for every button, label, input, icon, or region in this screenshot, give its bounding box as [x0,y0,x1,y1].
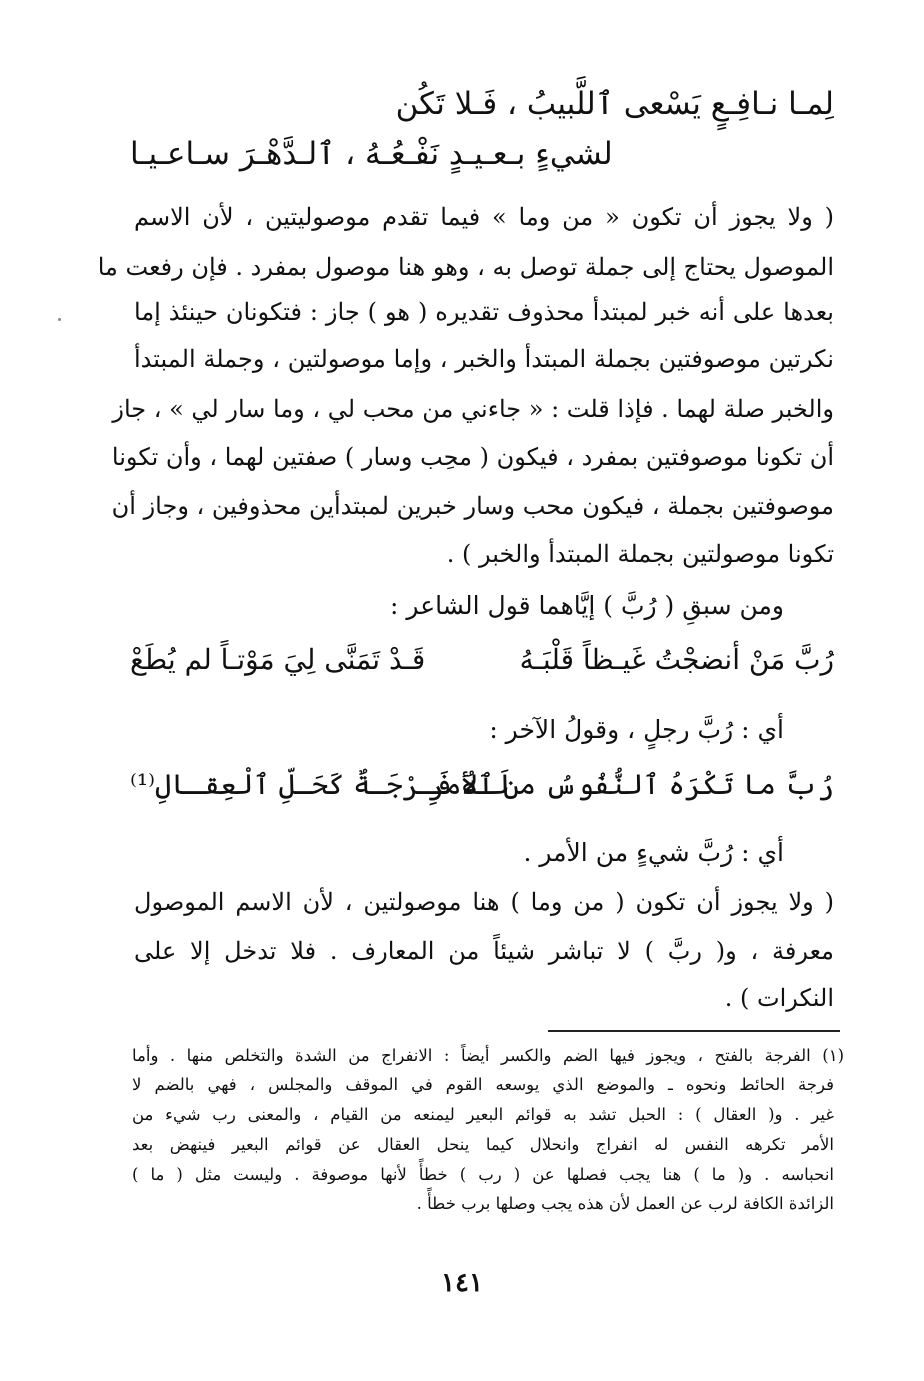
footnote-separator [548,1030,840,1032]
poem-top-hemistich-2: لشيءٍ بـعـيـدٍ نَفْـعُـهُ ، ٱلـدَّهْـرَ سـاعـيـا [130,136,613,172]
footnote-line: الأمر تكرهه النفس له انفراج وانحلال كيما ينحل العقال عن قوائم البعير فينهض بعد [132,1135,834,1154]
couplet-1-first-hemistich: رُبَّ مَنْ أنضجْتُ غَيـظاً قَلْبَـهُ [519,643,834,676]
couplet-1-second-hemistich: قَـدْ تَمَنَّى لِيَ مَوْتـاً لم يُطَعْ [130,643,426,676]
paragraph-1-line: ( ولا يجوز أن تكون « من وما » فيما تقدم موصوليتين ، لأن الاسم [134,203,834,231]
scan-speck [58,318,61,321]
footnote-line: الزائدة الكافة لرب عن العمل لأن هذه يجب وصلها برب خطأً . [416,1194,834,1213]
footnote-line: فرجة الحائط ونحوه ـ والموضع الذي يوسعه القوم في الموقف والمجلس ، فهي بالضم لا [132,1075,834,1094]
paragraph-1-line: الموصول يحتاج إلى جملة توصل به ، وهو هنا موصول بمفرد . فإن رفعت ما [97,253,834,281]
verse-intro: ومن سبقِ ( رُبَّ ) إيَّاهما قول الشاعر : [390,591,784,620]
explanation-1: أي : رُبَّ رجلٍ ، وقولُ الآخر : [489,715,784,744]
footnote-line: غير . و( العقال ) : الحبل تشد به قوائم البعير ليمنعه من القيام ، والمعنى رب شيء من [132,1105,834,1124]
paragraph-2-line: النكرات ) . [724,984,834,1012]
paragraph-1-line: موصوفتين بجملة ، فيكون محب وسار خبرين لمبتدأين محذوفين ، وجاز أن [111,492,834,520]
paragraph-1-line: بعدها على أنه خبر لمبتدأ محذوف تقديره ( هو ) جاز : فتكونان حينئذ إما [134,298,834,326]
page-number: ١٤١ [441,1268,483,1298]
couplet-2-first-hemistich: رُبَّ ما تَكْرَهُ ٱلنُّفُوسُ من ٱلأمرِ [428,768,834,801]
paragraph-1-line: تكونا موصولتين بجملة المبتدأ والخبر ) . [446,540,834,568]
couplet-2-second-hemistich: لَـهُ فَـرْجَـةٌ كَحَـلِّ ٱلْعِقـالِ⁽¹⁾ [130,768,510,801]
paragraph-1-line: نكرتين موصوفتين بجملة المبتدأ والخبر ، وإما موصولتين ، وجملة المبتدأ [134,345,834,373]
paragraph-1-line: أن تكونا موصوفتين بمفرد ، فيكون ( محِب وسار ) صفتين لهما ، وأن تكونا [111,443,834,471]
explanation-2: أي : رُبَّ شيءٍ من الأمر . [523,838,784,867]
paragraph-2-line: معرفة ، و( ربَّ ) لا تباشر شيئاً من المعارف . فلا تدخل إلا على [134,937,834,965]
footnote-line: انحباسه . و( ما ) هنا يجب فصلها عن ( رب ) خطأً لأنها موصوفة . وليست مثل ( ما ) [132,1165,834,1184]
paragraph-2-line: ( ولا يجوز أن تكون ( من وما ) هنا موصولتين ، لأن الاسم الموصول [134,888,834,916]
paragraph-1-line: والخبر صلة لهما . فإذا قلت : « جاءني من محب لي ، وما سار لي » ، جاز [112,395,834,423]
footnote-line: (١) الفرجة بالفتح ، ويجوز فيها الضم والكسر أيضاً : الانفراج من الشدة والتخلص منها . وأما [132,1046,844,1065]
poem-top-hemistich-1: لِمـا نـافِـعٍ يَسْعى ٱللَّبيبُ ، فَـلا تَكُن [395,86,834,122]
